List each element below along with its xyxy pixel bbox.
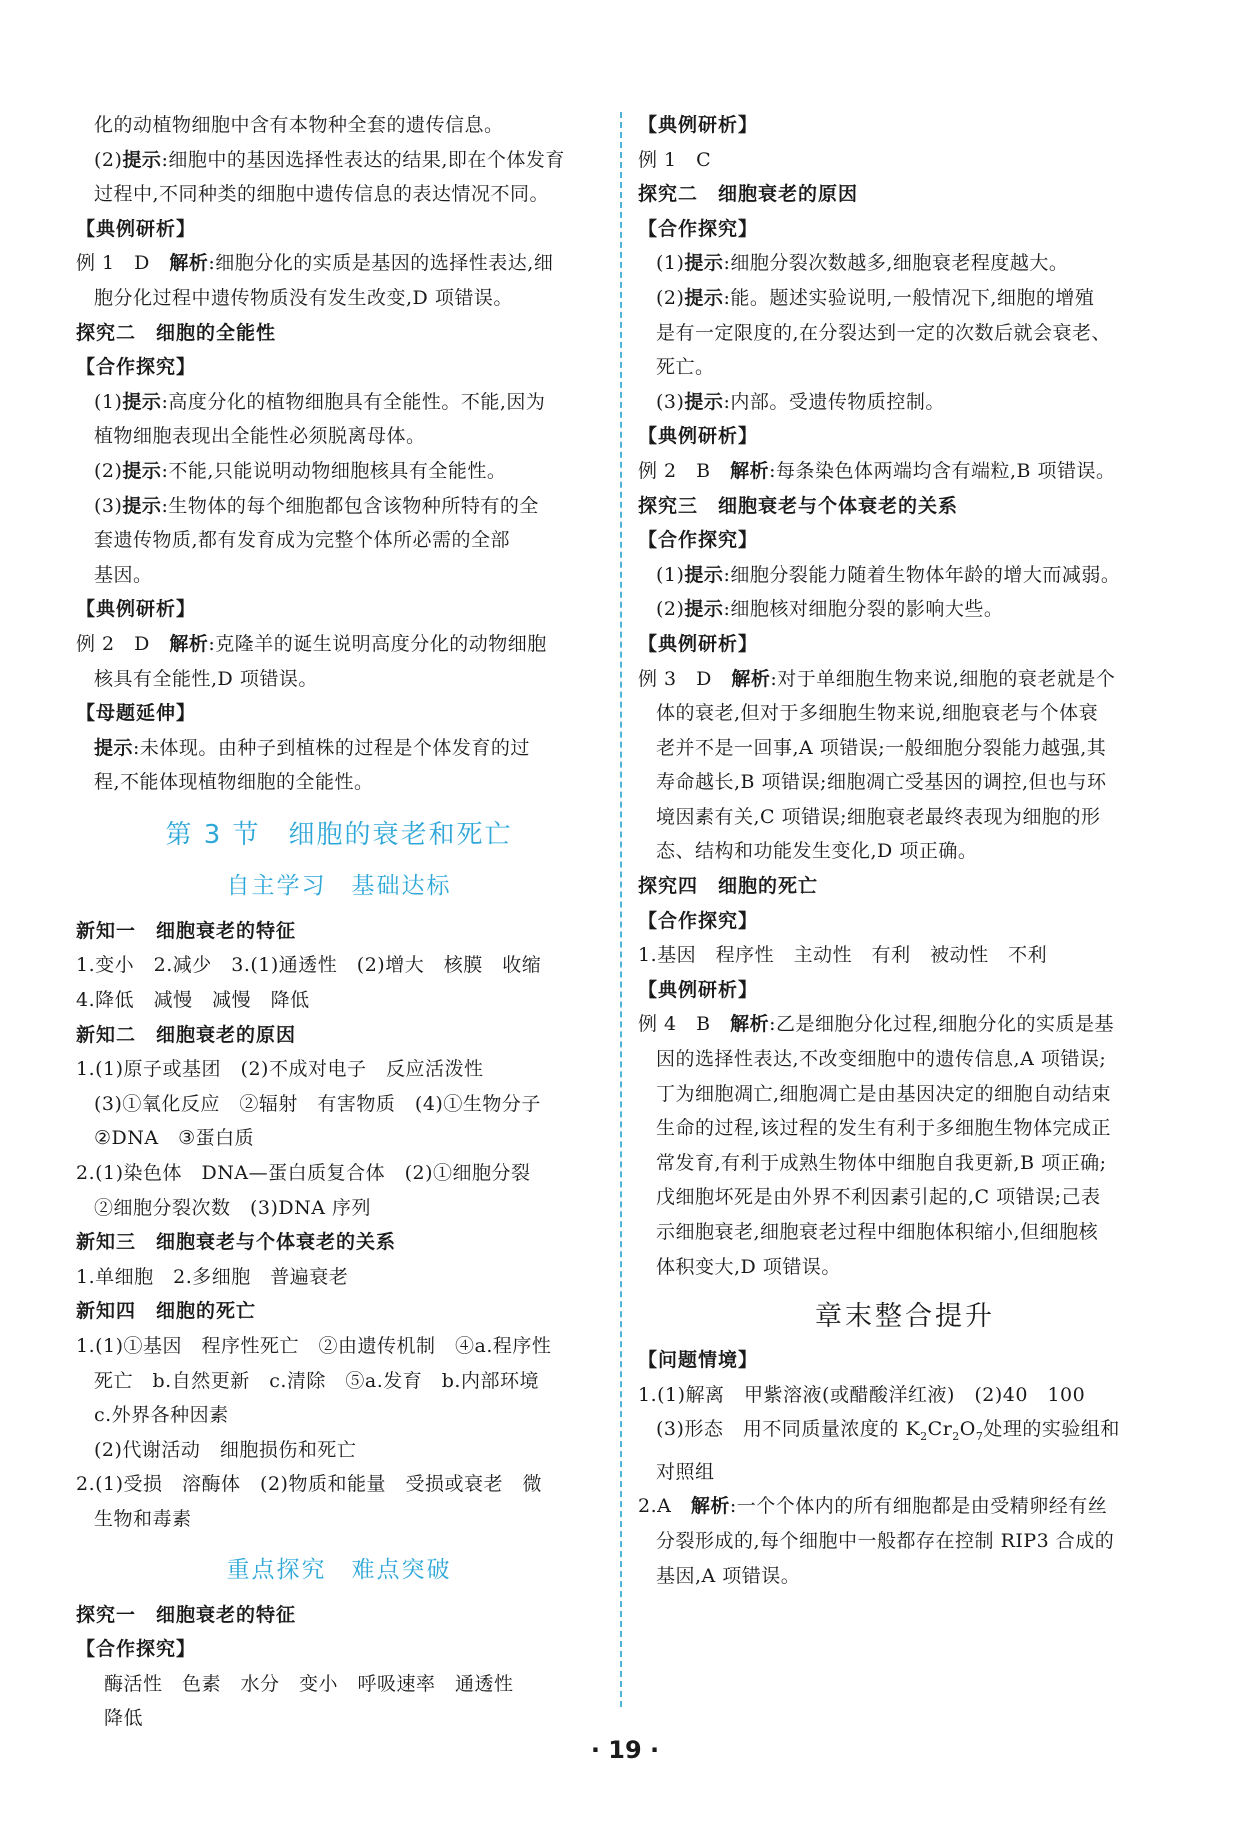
section-title: 第 3 节 细胞的衰老和死亡 [165, 819, 513, 850]
left-column [76, 108, 602, 1736]
text-line: 境因素有关,C 项错误;细胞衰老最终表现为细胞的形 [656, 805, 1101, 828]
text-line: ②细胞分裂次数 (3)DNA 序列 [94, 1196, 372, 1219]
text-line: 酶活性 色素 水分 变小 呼吸速率 通透性 [104, 1672, 514, 1695]
text-run: (1) [94, 390, 123, 413]
chapter-summary-title: 章末整合提升 [815, 1301, 995, 1333]
text-line [76, 385, 602, 420]
column-divider [620, 112, 622, 1707]
text-run: :细胞中的基因选择性表达的结果,即在个体发育 [161, 148, 565, 171]
section-heading: 【合作探究】 [638, 529, 759, 552]
subscript: 7 [975, 1430, 984, 1444]
text-line [76, 246, 602, 281]
text-line: 戊细胞坏死是由外界不利因素引起的,C 项错误;己表 [656, 1186, 1101, 1209]
text-run: (3) [94, 494, 123, 517]
bold-label: 提示 [122, 148, 162, 171]
section-subtitle: 重点探究 难点突破 [226, 1556, 452, 1583]
section-heading: 新知四 细胞的死亡 [76, 1300, 257, 1323]
section-heading: 【典例研析】 [638, 978, 759, 1001]
text-run: 例 4 B [638, 1013, 731, 1036]
text-run: :乙是细胞分化过程,细胞分化的实质是基 [769, 1013, 1115, 1036]
text-line: c.外界各种因素 [94, 1404, 229, 1427]
text-line: 态、结构和功能发生变化,D 项正确。 [656, 840, 978, 863]
section-heading: 新知一 细胞衰老的特征 [76, 919, 297, 942]
bold-label: 解析 [169, 632, 209, 655]
bold-label: 提示 [684, 252, 724, 275]
bold-label: 提示 [94, 736, 134, 759]
text-run: :细胞核对细胞分裂的影响大些。 [723, 598, 1004, 621]
text-line: 体积变大,D 项错误。 [656, 1255, 841, 1278]
section-heading: 探究二 细胞的全能性 [76, 321, 277, 344]
section-heading: 探究二 细胞衰老的原因 [638, 183, 859, 206]
text-line: 生物和毒素 [94, 1507, 192, 1530]
text-line [638, 246, 1172, 281]
text-line: 1.(1)解离 甲紫溶液(或醋酸洋红液) (2)40 100 [638, 1383, 1086, 1406]
text-run: :生物体的每个细胞都包含该物种所特有的全 [161, 494, 539, 517]
text-run: (1) [656, 563, 685, 586]
text-line [638, 385, 1172, 420]
section-heading: 【典例研析】 [638, 632, 759, 655]
subscript: 2 [920, 1430, 928, 1444]
section-heading: 新知三 细胞衰老与个体衰老的关系 [76, 1231, 397, 1254]
text-run: Cr [927, 1418, 953, 1441]
text-line: 2.(1)染色体 DNA—蛋白质复合体 (2)①细胞分裂 [76, 1162, 531, 1185]
text-line: 基因,A 项错误。 [656, 1564, 801, 1587]
section-heading: 探究四 细胞的死亡 [638, 875, 819, 898]
text-line [76, 454, 602, 489]
text-line: 例 1 C [638, 148, 712, 171]
text-run: :细胞分化的实质是基因的选择性表达,细 [208, 252, 554, 275]
text-line: 胞分化过程中遗传物质没有发生改变,D 项错误。 [94, 286, 513, 309]
bold-label: 提示 [684, 286, 724, 309]
text-run: (3) [656, 390, 685, 413]
section-subtitle: 自主学习 基础达标 [226, 872, 452, 899]
text-line: 过程中,不同种类的细胞中遗传信息的表达情况不同。 [94, 183, 550, 206]
text-line [638, 1489, 1172, 1524]
section-heading: 【问题情境】 [638, 1349, 759, 1372]
right-column [638, 108, 1172, 1593]
text-line: 套遗传物质,都有发育成为完整个体所必需的全部 [94, 529, 511, 552]
text-run: 例 2 D [76, 632, 170, 655]
text-run: (2) [94, 459, 123, 482]
bold-label: 解析 [169, 252, 209, 275]
text-line: 2.(1)受损 溶酶体 (2)物质和能量 受损或衰老 微 [76, 1473, 542, 1496]
section-heading: 【合作探究】 [76, 356, 197, 379]
text-line: 生命的过程,该过程的发生有利于多细胞生物体完成正 [656, 1117, 1112, 1140]
section-heading: 【典例研析】 [76, 598, 197, 621]
text-run: :细胞分裂次数越多,细胞衰老程度越大。 [723, 252, 1069, 275]
section-heading: 新知二 细胞衰老的原因 [76, 1023, 297, 1046]
text-line: ②DNA ③蛋白质 [94, 1127, 255, 1150]
section-heading: 【母题延伸】 [76, 702, 197, 725]
text-run: (2) [656, 598, 685, 621]
text-line: 植物细胞表现出全能性必须脱离母体。 [94, 425, 426, 448]
text-line: 4.降低 减慢 减慢 降低 [76, 989, 310, 1012]
text-run: 例 3 D [638, 667, 732, 690]
bold-label: 提示 [684, 390, 724, 413]
bold-label: 解析 [690, 1495, 730, 1518]
text-run: :克隆羊的诞生说明高度分化的动物细胞 [208, 632, 547, 655]
text-line [76, 143, 602, 178]
text-line: 对照组 [656, 1460, 715, 1483]
text-run: :每条染色体两端均含有端粒,B 项错误。 [769, 459, 1116, 482]
text-run: 例 1 D [76, 252, 170, 275]
section-heading: 【典例研析】 [638, 114, 759, 136]
text-line: 老并不是一回事,A 项错误;一般细胞分裂能力越强,其 [656, 736, 1107, 759]
text-line: (2)代谢活动 细胞损伤和死亡 [94, 1438, 357, 1461]
text-line: 1.基因 程序性 主动性 有利 被动性 不利 [638, 944, 1048, 967]
text-line: 1.变小 2.减少 3.(1)通透性 (2)增大 核膜 收缩 [76, 954, 542, 977]
text-run: (2) [94, 148, 123, 171]
text-run: :未体现。由种子到植株的过程是个体发育的过 [133, 736, 530, 759]
text-run: :细胞分裂能力随着生物体年龄的增大而减弱。 [723, 563, 1121, 586]
text-line: 基因。 [94, 563, 153, 586]
text-run: :一个个体内的所有细胞都是由受精卵经有丝 [729, 1495, 1108, 1518]
text-line: 死亡。 [656, 356, 715, 379]
bold-label: 提示 [122, 459, 162, 482]
text-line: 分裂形成的,每个细胞中一般都存在控制 RIP3 合成的 [656, 1529, 1115, 1552]
text-line: 化的动植物细胞中含有本物种全套的遗传信息。 [94, 114, 504, 136]
page-number: · 19 · [590, 1736, 660, 1764]
section-heading: 【合作探究】 [76, 1638, 197, 1661]
text-line [638, 662, 1172, 697]
section-heading: 【合作探究】 [638, 909, 759, 932]
bold-label: 解析 [730, 1013, 770, 1036]
text-run: 处理的实验组和 [983, 1418, 1120, 1441]
text-line: 1.单细胞 2.多细胞 普遍衰老 [76, 1265, 349, 1288]
text-run: :能。题述实验说明,一般情况下,细胞的增殖 [723, 286, 1095, 309]
text-line [638, 1412, 1172, 1454]
bold-label: 提示 [122, 494, 162, 517]
bold-label: 解析 [731, 667, 771, 690]
text-line: 程,不能体现植物细胞的全能性。 [94, 771, 374, 794]
text-run: (2) [656, 286, 685, 309]
text-line [638, 558, 1172, 593]
bold-label: 解析 [730, 459, 770, 482]
text-run: 例 2 B [638, 459, 731, 482]
text-line: 常发育,有利于成熟生物体中细胞自我更新,B 项正确; [656, 1151, 1107, 1174]
text-line: 体的衰老,但对于多细胞生物来说,细胞衰老与个体衰 [656, 702, 1099, 725]
text-line: 丁为细胞凋亡,细胞凋亡是由基因决定的细胞自动结束 [656, 1082, 1112, 1105]
text-line [76, 489, 602, 524]
text-line: 寿命越长,B 项错误;细胞凋亡受基因的调控,但也与环 [656, 771, 1107, 794]
text-line: (3)①氧化反应 ②辐射 有害物质 (4)①生物分子 [94, 1092, 541, 1115]
text-line [76, 731, 602, 766]
bold-label: 提示 [684, 598, 724, 621]
section-heading: 【合作探究】 [638, 217, 759, 240]
text-run: :高度分化的植物细胞具有全能性。不能,因为 [161, 390, 546, 413]
text-run: :对于单细胞生物来说,细胞的衰老就是个 [770, 667, 1116, 690]
text-line: 是有一定限度的,在分裂达到一定的次数后就会衰老、 [656, 321, 1112, 344]
text-line: 因的选择性表达,不改变细胞中的遗传信息,A 项错误; [656, 1048, 1107, 1071]
text-run: 2.A [638, 1495, 691, 1518]
text-line [638, 592, 1172, 627]
section-heading: 探究三 细胞衰老与个体衰老的关系 [638, 494, 959, 517]
text-line: 死亡 b.自然更新 c.清除 ⑤a.发育 b.内部环境 [94, 1369, 539, 1392]
text-run: :内部。受遗传物质控制。 [723, 390, 945, 413]
text-line: 降低 [104, 1707, 144, 1730]
section-heading: 【典例研析】 [638, 425, 759, 448]
text-run: (3)形态 用不同质量浓度的 K [656, 1418, 921, 1441]
text-line: 1.(1)①基因 程序性死亡 ②由遗传机制 ④a.程序性 [76, 1335, 552, 1357]
subscript: 2 [952, 1430, 960, 1444]
text-run: (1) [656, 252, 685, 275]
text-line: 核具有全能性,D 项错误。 [94, 667, 318, 690]
bold-label: 提示 [122, 390, 162, 413]
text-line [638, 454, 1172, 489]
text-line: 示细胞衰老,细胞衰老过程中细胞体积缩小,但细胞核 [656, 1221, 1099, 1243]
text-run: O [959, 1418, 976, 1441]
section-heading: 【典例研析】 [76, 217, 197, 240]
text-run: :不能,只能说明动物细胞核具有全能性。 [161, 459, 507, 482]
text-line [76, 627, 602, 662]
text-line [638, 281, 1172, 316]
text-line: 1.(1)原子或基团 (2)不成对电子 反应活泼性 [76, 1058, 484, 1081]
bold-label: 提示 [684, 563, 724, 586]
section-heading: 探究一 细胞衰老的特征 [76, 1603, 297, 1626]
text-line [638, 1007, 1172, 1042]
